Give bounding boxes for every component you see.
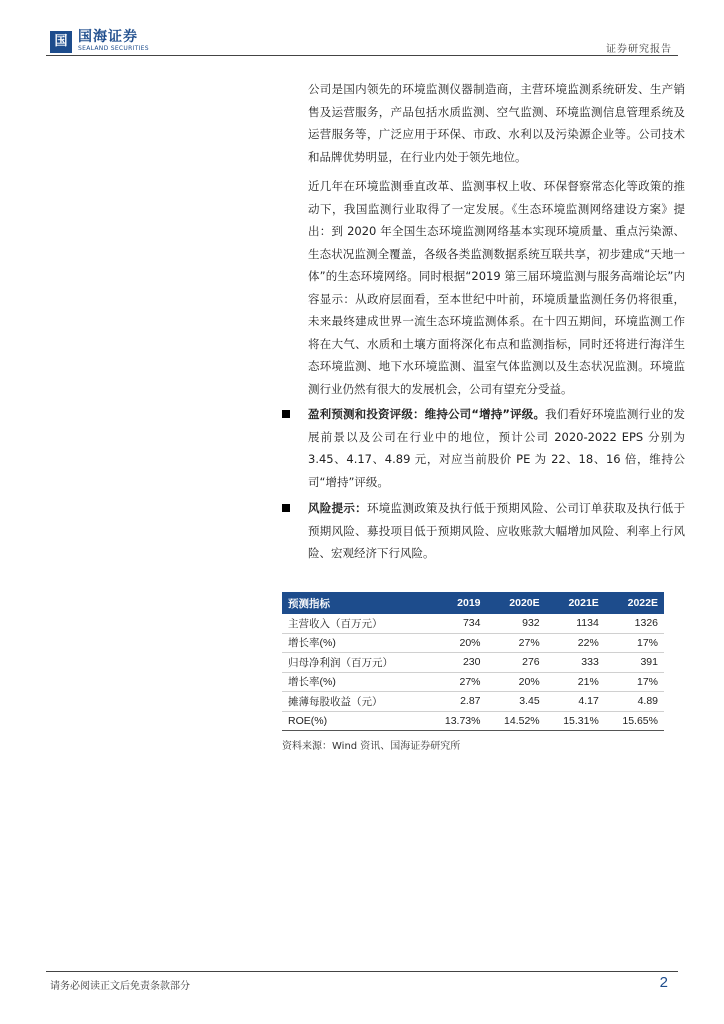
paragraph-industry bbox=[308, 175, 685, 400]
table-header-cell: 2021E bbox=[546, 592, 605, 614]
table-cell: 17% bbox=[605, 633, 664, 653]
table-cell: ROE(%) bbox=[282, 711, 427, 731]
bullet-rating bbox=[282, 403, 685, 493]
paragraph-text: 公司是国内领先的环境监测仪器制造商，主营环境监测系统研发、生产销售及运营服务，产品包括水质监测、空气监测、环境监测信息管理系统及运营服务等，广泛应用于环保、市政、水利以及污染源企业等。公司技术和品牌优势明显，在行业内处于领先地位。 bbox=[308, 82, 685, 164]
table-header-cell: 2019 bbox=[427, 592, 486, 614]
table-cell: 14.52% bbox=[487, 711, 546, 731]
table-row bbox=[282, 711, 664, 731]
page-number: 2 bbox=[659, 974, 668, 991]
table-cell: 276 bbox=[487, 653, 546, 673]
table-cell: 20% bbox=[487, 672, 546, 692]
table-cell: 20% bbox=[427, 633, 486, 653]
table-cell: 3.45 bbox=[487, 692, 546, 712]
table-cell: 4.89 bbox=[605, 692, 664, 712]
table-cell: 230 bbox=[427, 653, 486, 673]
footer-divider bbox=[46, 971, 678, 972]
bullet-title: 盈利预测和投资评级：维持公司“增持”评级。 bbox=[308, 407, 546, 421]
table-row bbox=[282, 692, 664, 712]
table-cell: 归母净利润（百万元） bbox=[282, 653, 427, 673]
table-cell: 17% bbox=[605, 672, 664, 692]
square-bullet-icon bbox=[282, 504, 290, 512]
bullet-body: 环境监测政策及执行低于预期风险、公司订单获取及执行低于预期风险、募投项目低于预期风险、应收账款大幅增加风险、利率上行风险、宏观经济下行风险。 bbox=[308, 501, 685, 560]
square-bullet-icon bbox=[282, 410, 290, 418]
logo-en: SEALAND SECURITIES bbox=[78, 45, 149, 52]
table-cell: 15.65% bbox=[605, 711, 664, 731]
logo-cn: 国海证券 bbox=[78, 29, 138, 45]
table-cell: 4.17 bbox=[546, 692, 605, 712]
table-header-cell: 2022E bbox=[605, 592, 664, 614]
forecast-table bbox=[282, 592, 664, 731]
table-cell: 13.73% bbox=[427, 711, 486, 731]
footer-disclaimer: 请务必阅读正文后免责条款部分 bbox=[50, 981, 190, 992]
table-row bbox=[282, 672, 664, 692]
report-type: 证券研究报告 bbox=[606, 44, 672, 55]
table-cell: 15.31% bbox=[546, 711, 605, 731]
table-cell: 1134 bbox=[546, 614, 605, 633]
table-cell: 1326 bbox=[605, 614, 664, 633]
table-cell: 333 bbox=[546, 653, 605, 673]
logo-mark-icon: 国 bbox=[50, 31, 72, 53]
logo-text bbox=[78, 30, 149, 53]
table-cell: 391 bbox=[605, 653, 664, 673]
table-source: 资料来源：Wind 资讯、国海证券研究所 bbox=[282, 741, 461, 752]
bullet-text bbox=[308, 497, 685, 565]
table-cell: 2.87 bbox=[427, 692, 486, 712]
table-header-cell: 2020E bbox=[487, 592, 546, 614]
header-divider bbox=[46, 55, 678, 56]
table-row bbox=[282, 633, 664, 653]
table-cell: 主营收入（百万元） bbox=[282, 614, 427, 633]
paragraph-text: 近几年在环境监测垂直改革、监测事权上收、环保督察常态化等政策的推动下，我国监测行业取得了一定发展。《生态环境监测网络建设方案》提出：到 2020 年全国生态环境监测网络基本实现环境质量、重点污染源、生态状况监测全覆盖，各级各类监测数据系统互联共享，初步建成“天地一体”的生态环境网络。同时根据“2019 第三届环境监测与服务高端论坛”内容显示：从政府层面看，至本世纪中叶前，环境质量监测任务仍将很重，未来最终建成世界一流生态环境监测体系。在十四五期间，环境监测工作将在大气、水质和土壤方面将深化布点和监测指标，同时还将进行海洋生态环境监测、地下水环境监测、温室气体监测以及生态状况监测。环境监测行业仍然有很大的发展机会，公司有望充分受益。 bbox=[308, 179, 685, 396]
table-cell: 增长率(%) bbox=[282, 672, 427, 692]
bullet-title: 风险提示： bbox=[308, 501, 367, 515]
company-logo bbox=[50, 30, 149, 53]
table-cell: 27% bbox=[487, 633, 546, 653]
bullet-body: 我们看好环境监测行业的发展前景以及公司在行业中的地位，预计公司 2020-2022 EPS 分别为 3.45、4.17、4.89 元，对应当前股价 PE 为 22、18、16 倍，维持公司“增持”评级。 bbox=[308, 407, 686, 489]
table-cell: 932 bbox=[487, 614, 546, 633]
bullet-text bbox=[308, 403, 685, 493]
table-cell: 21% bbox=[546, 672, 605, 692]
table-cell: 27% bbox=[427, 672, 486, 692]
table-row bbox=[282, 653, 664, 673]
table-cell: 734 bbox=[427, 614, 486, 633]
table-row bbox=[282, 614, 664, 633]
table-cell: 22% bbox=[546, 633, 605, 653]
table-header-row bbox=[282, 592, 664, 614]
paragraph-company-intro bbox=[308, 78, 685, 168]
table-cell: 增长率(%) bbox=[282, 633, 427, 653]
table-header-cell: 预测指标 bbox=[282, 592, 427, 614]
table-cell: 摊薄每股收益（元） bbox=[282, 692, 427, 712]
bullet-risk bbox=[282, 497, 685, 565]
